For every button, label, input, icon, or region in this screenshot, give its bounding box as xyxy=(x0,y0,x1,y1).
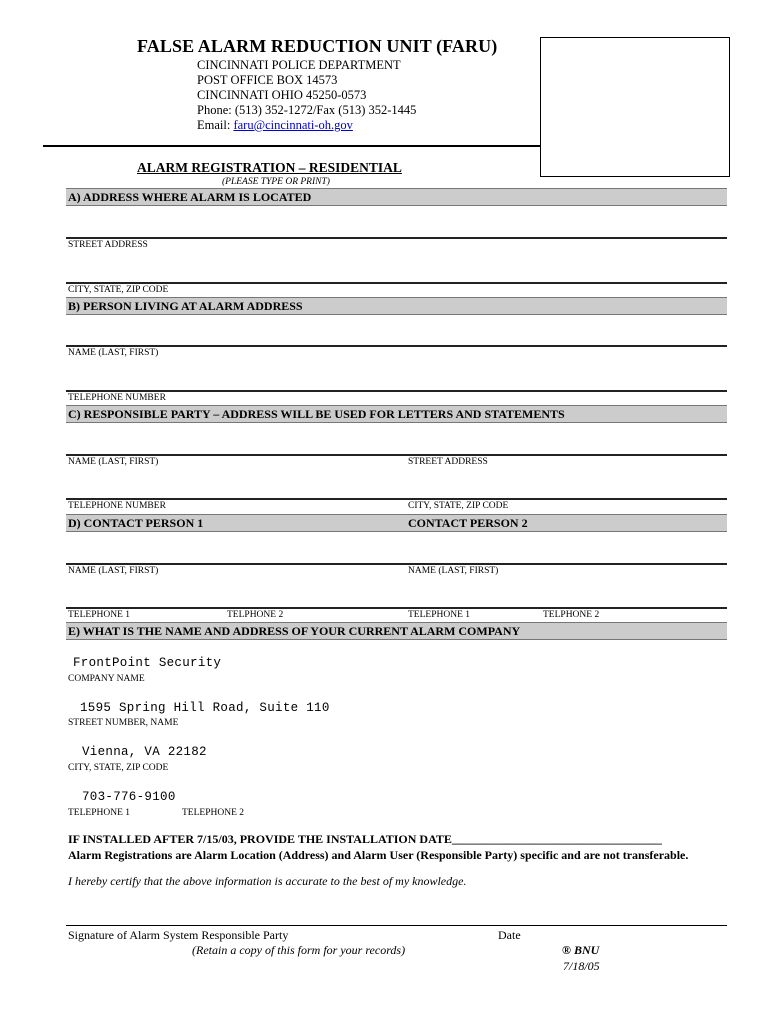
form-title: ALARM REGISTRATION – RESIDENTIAL xyxy=(137,160,402,175)
phone-fax: Phone: (513) 352-1272/Fax (513) 352-1445 xyxy=(197,103,417,117)
date-label: Date xyxy=(498,928,521,942)
contact1-tel1-label: TELEPHONE 1 xyxy=(68,610,131,620)
signature-label: Signature of Alarm System Responsible Party xyxy=(68,928,289,942)
company-city-label: CITY, STATE, ZIP CODE xyxy=(68,763,169,773)
company-street-label: STREET NUMBER, NAME xyxy=(68,718,179,728)
email-prefix: Email: xyxy=(197,118,234,132)
signature-line[interactable] xyxy=(66,925,727,926)
revision-date: 7/18/05 xyxy=(563,959,600,973)
transfer-note: Alarm Registrations are Alarm Location (Address) and Alarm User (Responsible Party) specific and are not transferable. xyxy=(68,848,689,862)
city-address: CINCINNATI OHIO 45250-0573 xyxy=(197,88,367,102)
company-tel2-label: TELEPHONE 2 xyxy=(182,808,245,818)
contact-phones-field[interactable] xyxy=(66,607,727,609)
responsible-name-street-field[interactable] xyxy=(66,454,727,456)
contact2-tel1-label: TELEPHONE 1 xyxy=(408,610,471,620)
section-e-title: E) WHAT IS THE NAME AND ADDRESS OF YOUR CURRENT ALARM COMPANY xyxy=(68,624,521,638)
bnu-mark: ® BNU xyxy=(562,943,600,957)
company-name-label: COMPANY NAME xyxy=(68,674,145,684)
form-header-title: FALSE ALARM REDUCTION UNIT (FARU) xyxy=(137,36,498,56)
section-a-title: A) ADDRESS WHERE ALARM IS LOCATED xyxy=(68,190,312,204)
responsible-name-label: NAME (LAST, FIRST) xyxy=(68,457,159,467)
responsible-phone-label: TELEPHONE NUMBER xyxy=(68,501,166,511)
section-d-title-1: D) CONTACT PERSON 1 xyxy=(68,516,204,530)
resident-phone-field[interactable] xyxy=(66,390,727,392)
certification-statement: I hereby certify that the above information is accurate to the best of my knowledge. xyxy=(68,874,467,888)
resident-phone-label: TELEPHONE NUMBER xyxy=(68,393,166,403)
form-subtitle: (PLEASE TYPE OR PRINT) xyxy=(222,177,330,187)
company-street-value[interactable]: 1595 Spring Hill Road, Suite 110 xyxy=(80,701,330,715)
company-city-value[interactable]: Vienna, VA 22182 xyxy=(82,745,207,759)
section-b-title: B) PERSON LIVING AT ALARM ADDRESS xyxy=(68,299,303,313)
street-address-field[interactable] xyxy=(66,237,727,239)
contact2-tel2-label: TELPHONE 2 xyxy=(543,610,600,620)
email-link[interactable]: faru@cincinnati-oh.gov xyxy=(233,118,353,132)
retain-copy-note: (Retain a copy of this form for your records) xyxy=(192,943,406,957)
responsible-street-label: STREET ADDRESS xyxy=(408,457,488,467)
dept-name: CINCINNATI POLICE DEPARTMENT xyxy=(197,58,401,72)
contact1-name-label: NAME (LAST, FIRST) xyxy=(68,566,159,576)
resident-name-field[interactable] xyxy=(66,345,727,347)
city-state-zip-label: CITY, STATE, ZIP CODE xyxy=(68,285,169,295)
contact-names-field[interactable] xyxy=(66,563,727,565)
installation-date-line[interactable]: IF INSTALLED AFTER 7/15/03, PROVIDE THE INSTALLATION DATE___________________________________ xyxy=(68,832,662,846)
contact1-tel2-label: TELPHONE 2 xyxy=(227,610,284,620)
contact2-name-label: NAME (LAST, FIRST) xyxy=(408,566,499,576)
section-d-title-2: CONTACT PERSON 2 xyxy=(408,516,528,530)
po-box: POST OFFICE BOX 14573 xyxy=(197,73,338,87)
resident-name-label: NAME (LAST, FIRST) xyxy=(68,348,159,358)
company-phone-value[interactable]: 703-776-9100 xyxy=(82,790,176,804)
city-state-zip-field[interactable] xyxy=(66,282,727,284)
company-tel1-label: TELEPHONE 1 xyxy=(68,808,131,818)
header-divider xyxy=(43,145,540,147)
responsible-phone-city-field[interactable] xyxy=(66,498,727,500)
company-name-value[interactable]: FrontPoint Security xyxy=(73,656,222,670)
section-c-title: C) RESPONSIBLE PARTY – ADDRESS WILL BE USED FOR LETTERS AND STATEMENTS xyxy=(68,407,565,421)
street-address-label: STREET ADDRESS xyxy=(68,240,148,250)
email-line xyxy=(197,118,353,133)
office-use-box xyxy=(540,37,730,177)
responsible-city-label: CITY, STATE, ZIP CODE xyxy=(408,501,509,511)
